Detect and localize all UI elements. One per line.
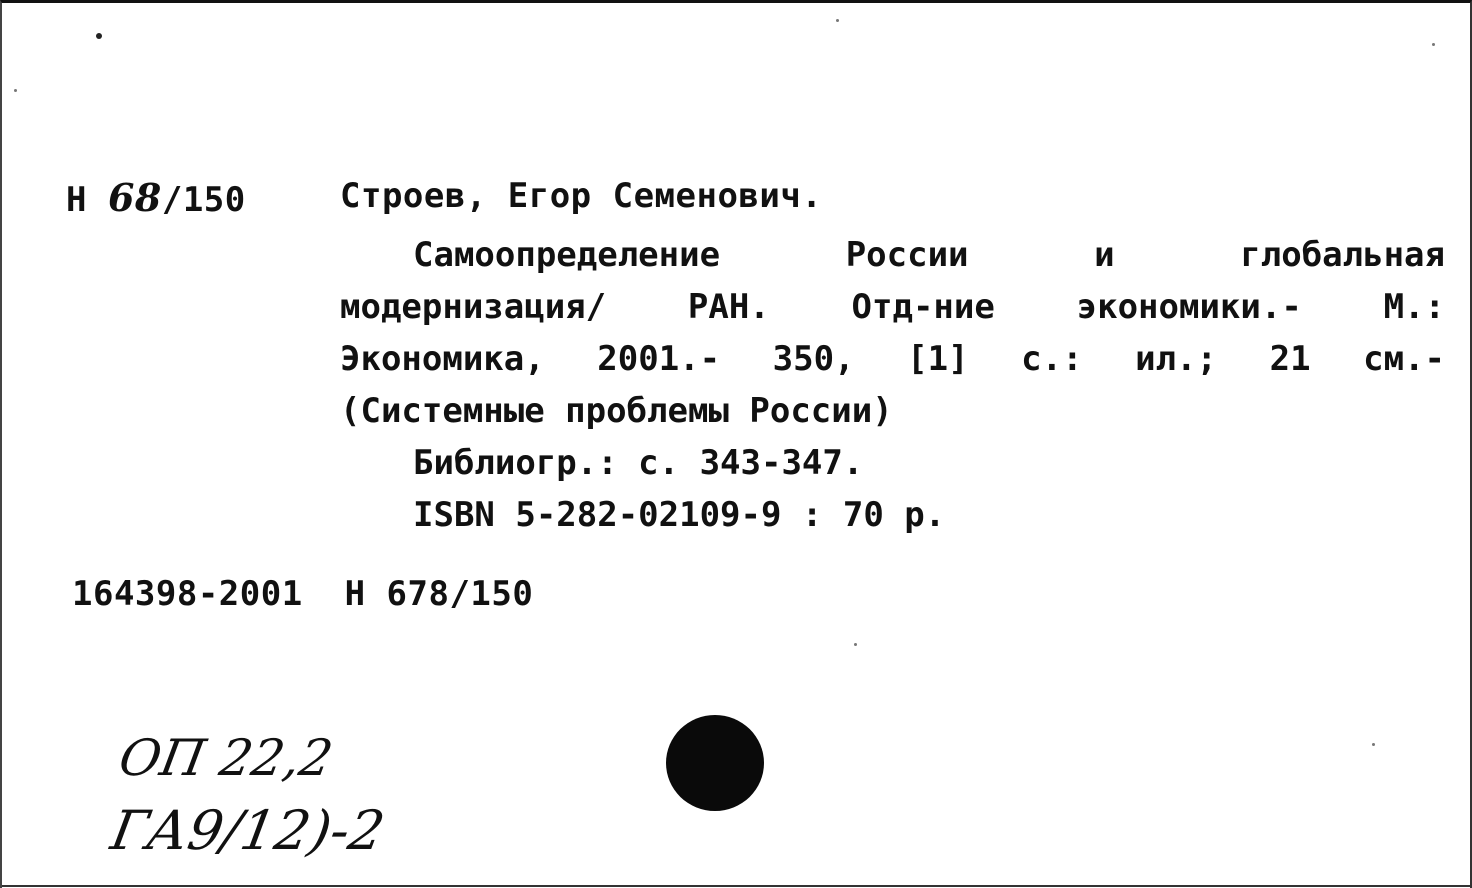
bibliographic-description bbox=[340, 229, 1445, 541]
call-number bbox=[66, 175, 246, 220]
handwritten-note-2: ГА9/12)-2 bbox=[106, 799, 390, 862]
ink-speck bbox=[14, 89, 17, 92]
ink-speck bbox=[854, 643, 857, 646]
call-number-prefix: Н bbox=[66, 180, 108, 220]
series-line: (Системные проблемы России) bbox=[340, 391, 893, 431]
call-number-suffix: /150 bbox=[161, 180, 246, 220]
bibliography-note: Библиогр.: с. 343-347. bbox=[413, 443, 864, 483]
bottom-rule bbox=[2, 885, 1470, 887]
call-number-handwritten: 68 bbox=[107, 175, 162, 220]
handwritten-note-1: ОП 22,2 bbox=[114, 729, 337, 787]
punch-hole bbox=[666, 715, 764, 811]
isbn-price: ISBN 5-282-02109-9 : 70 р. bbox=[413, 495, 946, 535]
ink-speck bbox=[1372, 743, 1375, 746]
author-heading: Строев, Егор Семенович. bbox=[340, 176, 823, 216]
title-line-1: Самоопределение России и глобальная bbox=[413, 235, 1445, 275]
ink-speck bbox=[836, 19, 839, 22]
ink-speck bbox=[1432, 43, 1435, 46]
ink-speck bbox=[96, 33, 102, 39]
title-line-3: Экономика, 2001.- 350, [1] с.: ил.; 21 см.- bbox=[340, 339, 1445, 379]
accession-number: 164398-2001 Н 678/150 bbox=[72, 574, 534, 614]
title-line-2: модернизация/ РАН. Отд-ние экономики.- М.: bbox=[340, 287, 1445, 327]
